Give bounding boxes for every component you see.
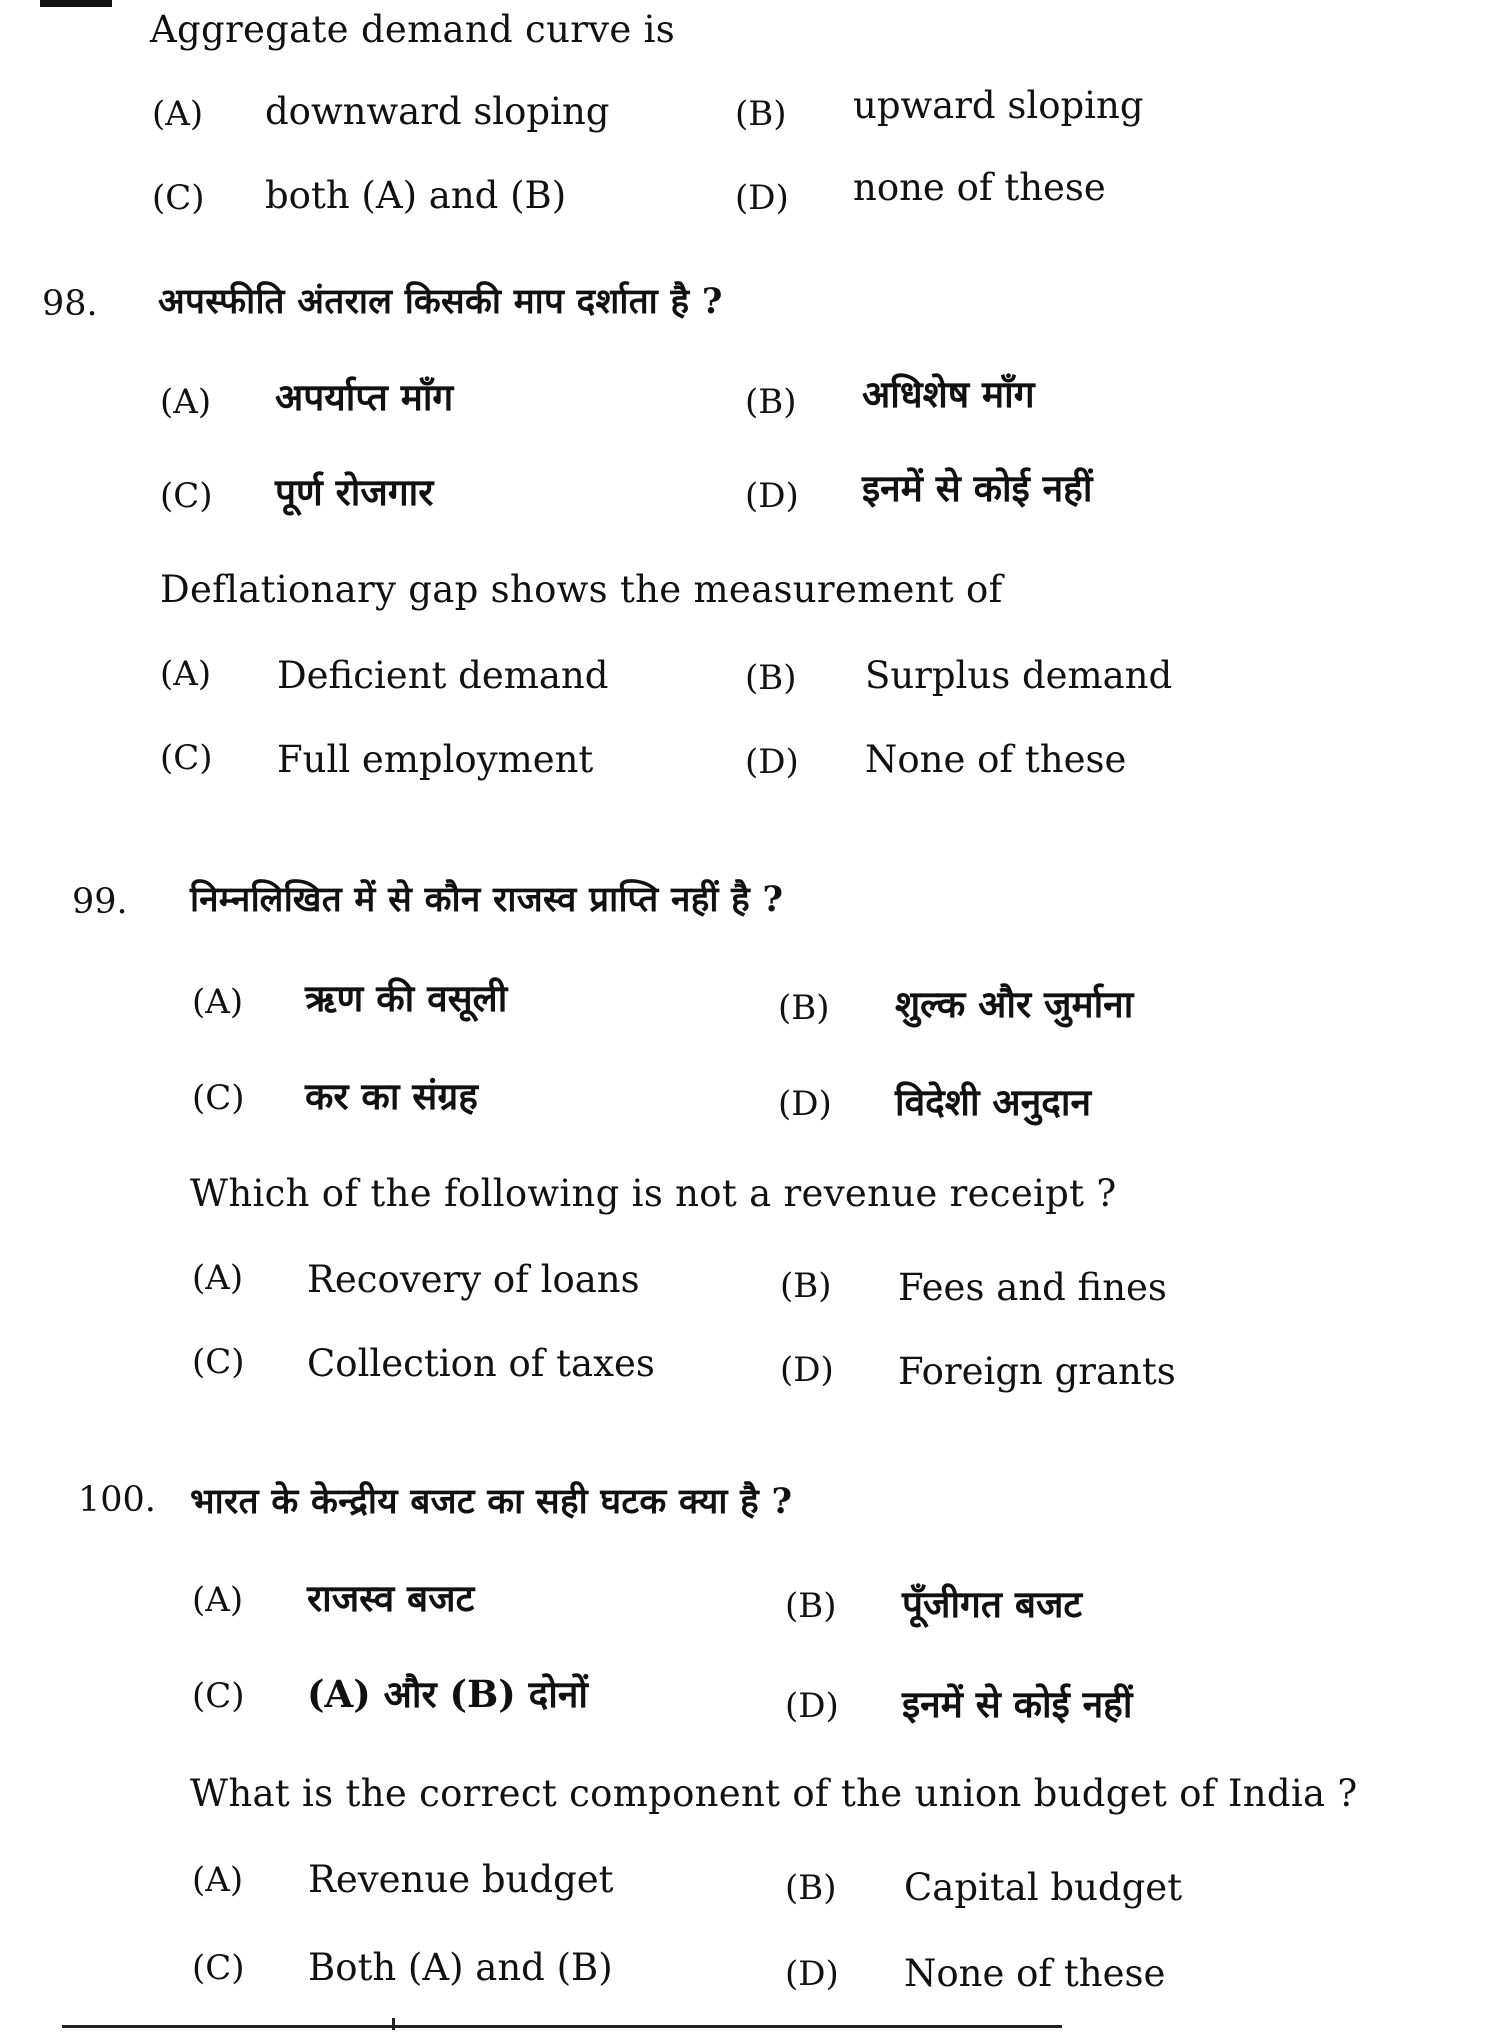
q99-en-option-b-text: Fees and fines bbox=[898, 1266, 1167, 1309]
q97-en-option-d-text: none of these bbox=[853, 166, 1106, 209]
q99-question-en: Which of the following is not a revenue receipt ? bbox=[190, 1172, 1117, 1215]
q99-en-option-c-letter: (C) bbox=[192, 1342, 245, 1382]
q97-en-option-a-text: downward sloping bbox=[265, 90, 610, 133]
q100-hi-option-d-letter: (D) bbox=[785, 1686, 839, 1726]
q99-en-option-a-letter: (A) bbox=[192, 1258, 244, 1298]
q97-en-option-d-letter: (D) bbox=[735, 178, 789, 218]
q98-en-option-d-letter: (D) bbox=[745, 742, 799, 782]
q99-en-option-a-text: Recovery of loans bbox=[307, 1258, 640, 1301]
q100-hi-option-c-letter: (C) bbox=[192, 1676, 245, 1716]
q100-question-en: What is the correct component of the union budget of India ? bbox=[190, 1772, 1358, 1815]
q97-en-option-a-letter: (A) bbox=[152, 94, 204, 134]
q97-question-en: Aggregate demand curve is bbox=[150, 8, 676, 51]
q99-question-hi: निम्नलिखित में से कौन राजस्व प्राप्ति नहीं है ? bbox=[190, 879, 784, 920]
q97-en-option-b-text: upward sloping bbox=[853, 84, 1144, 127]
footer-rule bbox=[62, 2025, 1062, 2028]
q97-en-option-c-letter: (C) bbox=[152, 178, 205, 218]
q98-hi-option-d-letter: (D) bbox=[745, 476, 799, 516]
q99-number: 99. bbox=[72, 882, 128, 922]
q100-en-option-c-text: Both (A) and (B) bbox=[308, 1946, 613, 1989]
q99-en-option-d-text: Foreign grants bbox=[898, 1350, 1176, 1393]
q97-en-option-c-text: both (A) and (B) bbox=[265, 174, 567, 217]
q99-hi-option-a-text: ऋण की वसूली bbox=[305, 976, 508, 1020]
q100-en-option-a-letter: (A) bbox=[192, 1860, 244, 1900]
q98-en-option-c-letter: (C) bbox=[160, 738, 213, 778]
q99-hi-option-c-letter: (C) bbox=[192, 1078, 245, 1118]
q98-hi-option-c-text: पूर्ण रोजगार bbox=[275, 470, 434, 514]
q98-hi-option-d-text: इनमें से कोई नहीं bbox=[862, 466, 1093, 510]
q100-hi-option-d-text: इनमें से कोई नहीं bbox=[902, 1682, 1133, 1726]
q99-hi-option-b-text: शुल्क और जुर्माना bbox=[895, 982, 1134, 1026]
q100-number: 100. bbox=[78, 1480, 156, 1520]
q98-en-option-a-letter: (A) bbox=[160, 654, 212, 694]
q99-hi-option-d-letter: (D) bbox=[778, 1084, 832, 1124]
q100-en-option-d-text: None of these bbox=[904, 1952, 1166, 1995]
q98-hi-option-b-letter: (B) bbox=[745, 382, 797, 422]
q98-hi-option-a-letter: (A) bbox=[160, 382, 212, 422]
q98-hi-option-b-text: अधिशेष माँग bbox=[862, 372, 1035, 416]
q100-en-option-a-text: Revenue budget bbox=[308, 1858, 614, 1901]
q100-en-option-b-text: Capital budget bbox=[904, 1866, 1183, 1909]
q98-question-en: Deflationary gap shows the measurement of bbox=[160, 568, 1003, 611]
q99-hi-option-d-text: विदेशी अनुदान bbox=[895, 1080, 1091, 1124]
q99-en-option-d-letter: (D) bbox=[780, 1350, 834, 1390]
q100-question-hi: भारत के केन्द्रीय बजट का सही घटक क्या है ? bbox=[190, 1481, 793, 1522]
footer-rule-tick bbox=[392, 2018, 395, 2030]
q98-number: 98. bbox=[42, 284, 98, 324]
q98-question-hi: अपस्फीति अंतराल किसकी माप दर्शाता है ? bbox=[158, 281, 723, 322]
q99-hi-option-c-text: कर का संग्रह bbox=[305, 1074, 478, 1118]
q100-hi-option-a-letter: (A) bbox=[192, 1580, 244, 1620]
q98-en-option-a-text: Deficient demand bbox=[277, 654, 609, 697]
q100-en-option-b-letter: (B) bbox=[785, 1868, 837, 1908]
q100-hi-option-a-text: राजस्व बजट bbox=[307, 1576, 475, 1620]
q100-hi-option-b-text: पूँजीगत बजट bbox=[902, 1582, 1083, 1626]
q98-en-option-d-text: None of these bbox=[865, 738, 1127, 781]
q97-en-option-b-letter: (B) bbox=[735, 94, 787, 134]
q100-hi-option-c-text: (A) और (B) दोनों bbox=[307, 1672, 588, 1716]
q98-hi-option-a-text: अपर्याप्त माँग bbox=[275, 375, 454, 419]
q98-en-option-b-letter: (B) bbox=[745, 658, 797, 698]
q100-en-option-d-letter: (D) bbox=[785, 1954, 839, 1994]
q99-hi-option-a-letter: (A) bbox=[192, 982, 244, 1022]
q98-en-option-b-text: Surplus demand bbox=[865, 654, 1173, 697]
q99-en-option-c-text: Collection of taxes bbox=[307, 1342, 655, 1385]
q98-en-option-c-text: Full employment bbox=[277, 738, 594, 781]
q98-hi-option-c-letter: (C) bbox=[160, 476, 213, 516]
q100-en-option-c-letter: (C) bbox=[192, 1948, 245, 1988]
q99-en-option-b-letter: (B) bbox=[780, 1266, 832, 1306]
q100-hi-option-b-letter: (B) bbox=[785, 1586, 837, 1626]
q99-hi-option-b-letter: (B) bbox=[778, 988, 830, 1028]
top-edge-mark bbox=[40, 0, 112, 7]
